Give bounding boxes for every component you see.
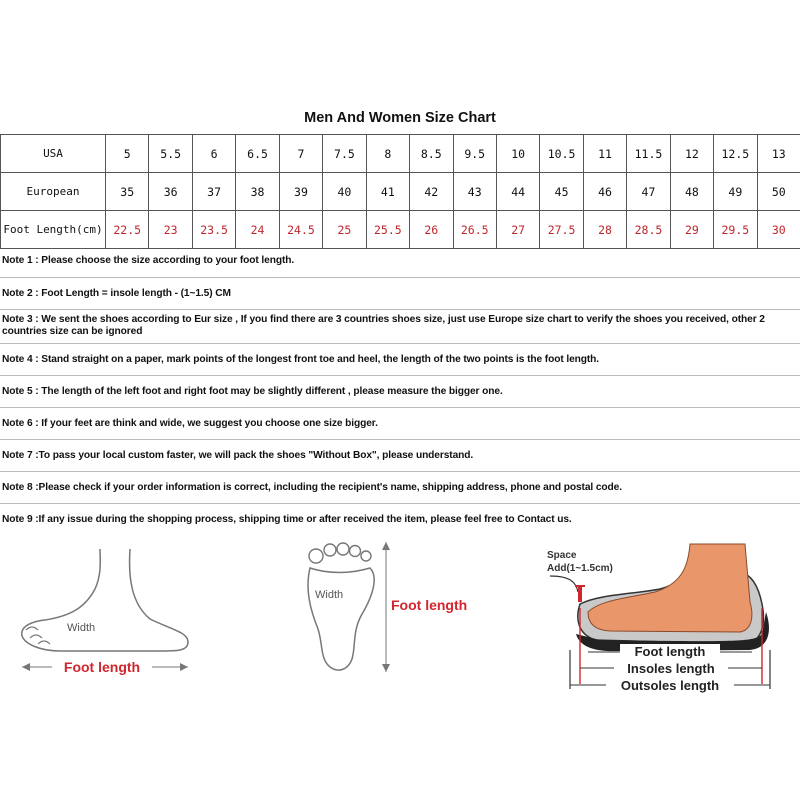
- table-cell: 22.5: [106, 211, 149, 249]
- foot-outline-icon: [22, 549, 188, 651]
- sole-width-label: Width: [315, 589, 344, 601]
- table-cell: 39: [279, 173, 322, 211]
- note-9: Note 9 :If any issue during the shopping process, shipping time or after received the item, please feel free to Contact us.: [2, 514, 572, 525]
- notes-list: [0, 250, 800, 534]
- table-cell: 10.5: [540, 135, 583, 173]
- note-2: Note 2 : Foot Length = insole length - (1~1.5) CM: [0, 278, 800, 310]
- table-cell: 9.5: [453, 135, 496, 173]
- table-cell: 25: [323, 211, 366, 249]
- table-row: [1, 173, 800, 211]
- table-cell: 10: [496, 135, 539, 173]
- table-cell: 37: [192, 173, 235, 211]
- table-row: [1, 135, 800, 173]
- table-cell: 47: [627, 173, 670, 211]
- table-cell: 44: [496, 173, 539, 211]
- note-1: Note 1 : Please choose the size according to your foot length.: [0, 250, 800, 278]
- size-chart-table: [0, 134, 800, 249]
- note-5: Note 5 : The length of the left foot and right foot may be slightly different , please measure the bigger one.: [0, 376, 800, 408]
- table-cell: 27.5: [540, 211, 583, 249]
- table-cell: 8: [366, 135, 409, 173]
- table-cell: 24.5: [279, 211, 322, 249]
- table-cell: 5.5: [149, 135, 192, 173]
- table-cell: 8.5: [410, 135, 453, 173]
- table-cell: 41: [366, 173, 409, 211]
- table-cell: 38: [236, 173, 279, 211]
- note-4: Note 4 : Stand straight on a paper, mark points of the longest front toe and heel, the length of the two points is the foot length.: [0, 344, 800, 376]
- space-label: Space: [547, 550, 577, 561]
- row-label: European: [1, 173, 106, 211]
- foot-length-label: Foot length: [634, 644, 706, 659]
- table-cell: 25.5: [366, 211, 409, 249]
- table-cell: 48: [670, 173, 713, 211]
- table-cell: 11: [583, 135, 626, 173]
- table-cell: 5: [106, 135, 149, 173]
- table-cell: 12: [670, 135, 713, 173]
- shoe-illustration: [540, 534, 800, 694]
- table-cell: 29: [670, 211, 713, 249]
- table-cell: 26.5: [453, 211, 496, 249]
- sole-outline-icon: [308, 568, 374, 670]
- table-cell: 24: [236, 211, 279, 249]
- note-6: Note 6 : If your feet are think and wide, we suggest you choose one size bigger.: [0, 408, 800, 440]
- table-cell: 13: [757, 135, 800, 173]
- page-title: Men And Women Size Chart: [304, 110, 496, 126]
- table-cell: 42: [410, 173, 453, 211]
- table-cell: 6.5: [236, 135, 279, 173]
- note-8: Note 8 :Please check if your order information is correct, including the recipient's name, shipping address, phone and postal code.: [0, 472, 800, 504]
- table-cell: 11.5: [627, 135, 670, 173]
- table-cell: 23: [149, 211, 192, 249]
- table-cell: 6: [192, 135, 235, 173]
- outsoles-length-label: Outsoles length: [620, 678, 720, 693]
- side-foot-width-label: Width: [67, 622, 96, 634]
- table-cell: 46: [583, 173, 626, 211]
- table-cell: 30: [757, 211, 800, 249]
- sole-illustration: [290, 534, 490, 684]
- table-cell: 12.5: [714, 135, 757, 173]
- side-foot-illustration: [0, 534, 210, 684]
- table-cell: 7.5: [323, 135, 366, 173]
- table-cell: 26: [410, 211, 453, 249]
- table-cell: 40: [323, 173, 366, 211]
- row-label: USA: [1, 135, 106, 173]
- table-cell: 28.5: [627, 211, 670, 249]
- side-foot-length-label: Foot length: [63, 659, 141, 675]
- table-cell: 36: [149, 173, 192, 211]
- table-cell: 23.5: [192, 211, 235, 249]
- table-cell: 49: [714, 173, 757, 211]
- space-value: Add(1~1.5cm): [547, 563, 613, 574]
- table-row: [1, 211, 800, 249]
- table-cell: 7: [279, 135, 322, 173]
- table-cell: 50: [757, 173, 800, 211]
- note-3: Note 3 : We sent the shoes according to Eur size , If you find there are 3 countries shoes size, just use Europe size chart to verify the shoes you received, other 2 countries size can be ignored: [0, 310, 800, 344]
- table-cell: 27: [496, 211, 539, 249]
- table-cell: 29.5: [714, 211, 757, 249]
- table-cell: 43: [453, 173, 496, 211]
- table-cell: 28: [583, 211, 626, 249]
- insoles-length-label: Insoles length: [627, 661, 715, 676]
- sole-length-label: Foot length: [391, 597, 468, 613]
- table-cell: 35: [106, 173, 149, 211]
- table-cell: 45: [540, 173, 583, 211]
- row-label: Foot Length(cm): [1, 211, 106, 249]
- foot-icon: [588, 544, 752, 632]
- note-7: Note 7 :To pass your local custom faster, we will pack the shoes "Without Box", please understand.: [0, 440, 800, 472]
